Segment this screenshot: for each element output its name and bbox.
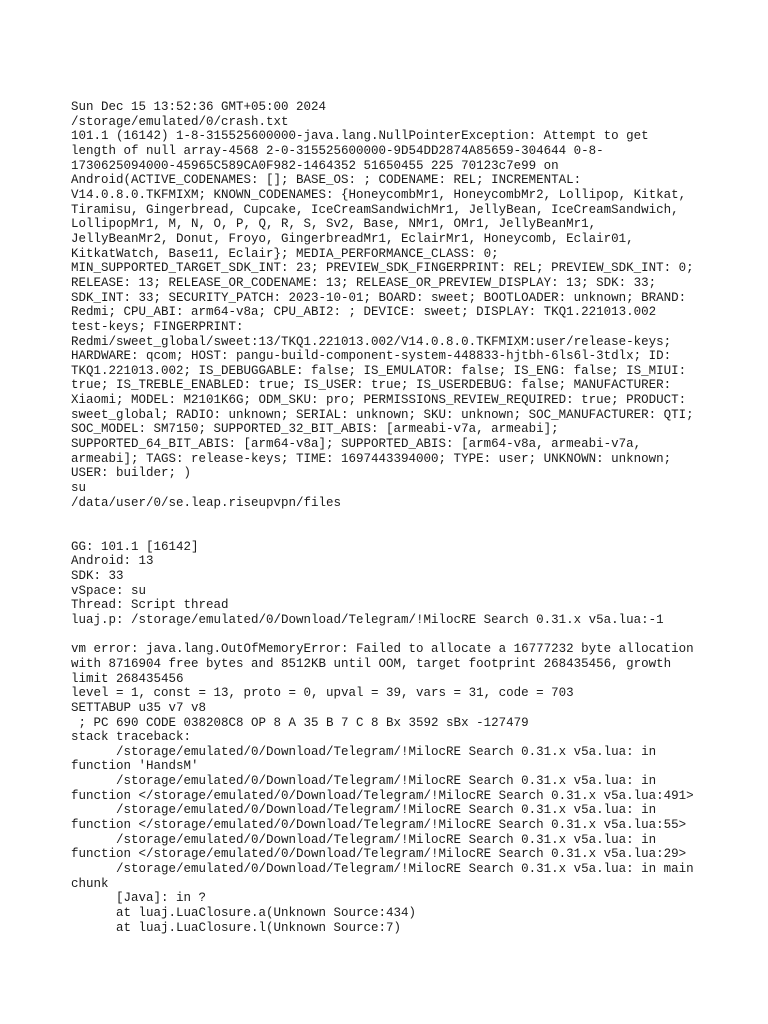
stack-frame-line: chunk: [71, 876, 109, 891]
stack-frame-line: function 'HandsM': [71, 759, 199, 774]
crash-log-document: [71, 100, 711, 935]
log-line: HARDWARE: qcom; HOST: pangu-build-component-system-448833-hjtbh-6ls6l-3tdlx; ID:: [71, 349, 672, 364]
log-line: KitkatWatch, Base11, Eclair}; MEDIA_PERFORMANCE_CLASS: 0;: [71, 246, 499, 261]
log-line: armeabi]; TAGS: release-keys; TIME: 1697443394000; TYPE: user; UNKNOWN: unknown;: [71, 451, 672, 466]
log-line-thread: Thread: Script thread: [71, 598, 229, 613]
stack-frame-line: /storage/emulated/0/Download/Telegram/!MilocRE Search 0.31.x v5a.lua: in: [71, 774, 657, 789]
log-line: test-keys; FINGERPRINT:: [71, 319, 244, 334]
log-line-sdk: SDK: 33: [71, 568, 124, 583]
log-line: V14.0.8.0.TKFMIXM; KNOWN_CODENAMES: {HoneycombMr1, HoneycombMr2, Lollipop, Kitkat,: [71, 187, 687, 202]
log-line: MIN_SUPPORTED_TARGET_SDK_INT: 23; PREVIEW_SDK_FINGERPRINT: REL; PREVIEW_SDK_INT: 0;: [71, 261, 694, 276]
log-line: length of null array-4568 2-0-315525600000-9D54DD2874A85659-304644 0-8-: [71, 143, 604, 158]
stack-frame-line: at luaj.LuaClosure.a(Unknown Source:434): [71, 906, 417, 921]
log-line: true; IS_TREBLE_ENABLED: true; IS_USER: true; IS_USERDEBUG: false; MANUFACTURER:: [71, 378, 672, 393]
log-line: /data/user/0/se.leap.riseupvpn/files: [71, 495, 342, 510]
log-line-gg-version: GG: 101.1 [16142]: [71, 539, 199, 554]
stack-frame-line: [Java]: in ?: [71, 891, 207, 906]
log-line: USER: builder; ): [71, 466, 192, 481]
log-line: SOC_MODEL: SM7150; SUPPORTED_32_BIT_ABIS: [armeabi-v7a, armeabi];: [71, 422, 559, 437]
stack-frame-line: at luaj.LuaClosure.l(Unknown Source:7): [71, 920, 402, 935]
log-line: 101.1 (16142) 1-8-315525600000-java.lang.NullPointerException: Attempt to get: [71, 129, 649, 144]
stack-frame-line: function </storage/emulated/0/Download/Telegram/!MilocRE Search 0.31.x v5a.lua:55>: [71, 818, 687, 833]
stack-frame-line: /storage/emulated/0/Download/Telegram/!MilocRE Search 0.31.x v5a.lua: in: [71, 832, 657, 847]
log-line: Android(ACTIVE_CODENAMES: []; BASE_OS: ; CODENAME: REL; INCREMENTAL:: [71, 173, 582, 188]
log-line: su: [71, 481, 87, 496]
stack-frame-line: /storage/emulated/0/Download/Telegram/!MilocRE Search 0.31.x v5a.lua: in: [71, 803, 657, 818]
stack-frame-line: /storage/emulated/0/Download/Telegram/!MilocRE Search 0.31.x v5a.lua: in main: [71, 862, 694, 877]
log-line: Redmi; CPU_ABI: arm64-v8a; CPU_ABI2: ; DEVICE: sweet; DISPLAY: TKQ1.221013.002: [71, 305, 657, 320]
log-line: TKQ1.221013.002; IS_DEBUGGABLE: false; IS_EMULATOR: false; IS_ENG: false; IS_MIUI:: [71, 363, 687, 378]
stack-frame-line: function </storage/emulated/0/Download/Telegram/!MilocRE Search 0.31.x v5a.lua:491>: [71, 788, 694, 803]
log-line: Xiaomi; MODEL: M2101K6G; ODM_SKU: pro; PERMISSIONS_REVIEW_REQUIRED: true; PRODUCT:: [71, 393, 687, 408]
log-line: sweet_global; RADIO: unknown; SERIAL: unknown; SKU: unknown; SOC_MANUFACTURER: QTI;: [71, 407, 694, 422]
log-line: SETTABUP u35 v7 v8: [71, 700, 207, 715]
log-line: 1730625094000-45965C589CA0F982-1464352 51650455 225 70123c7e99 on: [71, 158, 559, 173]
log-line-android: Android: 13: [71, 554, 154, 569]
log-line: with 8716904 free bytes and 8512KB until OOM, target footprint 268435456, growth: [71, 656, 672, 671]
log-line-luaj: luaj.p: /storage/emulated/0/Download/Telegram/!MilocRE Search 0.31.x v5a.lua:-1: [71, 612, 664, 627]
log-line: Tiramisu, Gingerbread, Cupcake, IceCreamSandwichMr1, JellyBean, IceCreamSandwich,: [71, 202, 679, 217]
log-line-vspace: vSpace: su: [71, 583, 147, 598]
log-line: LollipopMr1, M, N, O, P, Q, R, S, Sv2, Base, NMr1, OMr1, JellyBeanMr1,: [71, 217, 597, 232]
stack-frame-line: function </storage/emulated/0/Download/Telegram/!MilocRE Search 0.31.x v5a.lua:29>: [71, 847, 687, 862]
log-line: ; PC 690 CODE 038208C8 OP 8 A 35 B 7 C 8 Bx 3592 sBx -127479: [71, 715, 529, 730]
stack-traceback-heading: stack traceback:: [71, 730, 192, 745]
blank-line: [71, 628, 711, 643]
log-line: SDK_INT: 33; SECURITY_PATCH: 2023-10-01; BOARD: sweet; BOOTLOADER: unknown; BRAND:: [71, 290, 687, 305]
log-line: level = 1, const = 13, proto = 0, upval = 39, vars = 31, code = 703: [71, 686, 574, 701]
log-line: JellyBeanMr2, Donut, Froyo, GingerbreadMr1, EclairMr1, Honeycomb, Eclair01,: [71, 231, 634, 246]
stack-frame-line: /storage/emulated/0/Download/Telegram/!MilocRE Search 0.31.x v5a.lua: in: [71, 744, 657, 759]
log-line-timestamp: Sun Dec 15 13:52:36 GMT+05:00 2024: [71, 100, 327, 114]
log-line: Redmi/sweet_global/sweet:13/TKQ1.221013.002/V14.0.8.0.TKFMIXM:user/release-keys;: [71, 334, 672, 349]
blank-line: [71, 510, 711, 525]
log-line: limit 268435456: [71, 671, 184, 686]
log-line-vm-error: vm error: java.lang.OutOfMemoryError: Failed to allocate a 16777232 byte allocation: [71, 642, 694, 657]
log-line: RELEASE: 13; RELEASE_OR_CODENAME: 13; RELEASE_OR_PREVIEW_DISPLAY: 13; SDK: 33;: [71, 275, 657, 290]
log-line: SUPPORTED_64_BIT_ABIS: [arm64-v8a]; SUPPORTED_ABIS: [arm64-v8a, armeabi-v7a,: [71, 437, 642, 452]
blank-line: [71, 525, 711, 540]
log-line-file-path: /storage/emulated/0/crash.txt: [71, 114, 289, 129]
